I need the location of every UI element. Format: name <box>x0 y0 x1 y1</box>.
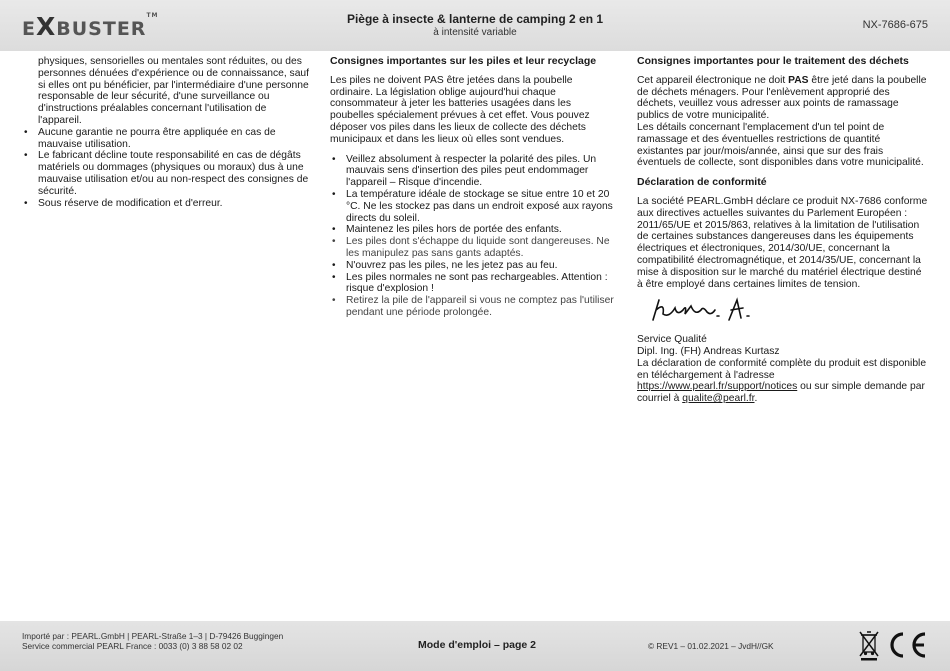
sales-service-phone: Service commercial PEARL France : 0033 (0) 3 88 58 02 02 <box>22 641 243 651</box>
brand-logo: EXBUSTER™ <box>22 12 159 41</box>
list-item: • Les piles normales ne sont pas rechargeables. Attention : risque d'explosion ! <box>330 272 615 296</box>
download-info: La déclaration de conformité complète du produit est disponible en téléchargement à l'adresse https://www.pearl.fr/support/notices ou sur simple demande par courriel à qualite@pearl.fr. <box>637 357 927 405</box>
list-item: • Les piles dont s'échappe du liquide sont dangereuses. Ne les manipulez pas sans gants adaptés. <box>330 236 615 260</box>
list-item: • Aucune garantie ne pourra être appliquée en cas de mauvaise utilisation. <box>22 127 310 151</box>
page-header <box>0 0 950 51</box>
revision-info: © REV1 – 01.02.2021 – JvdH//GK <box>648 641 774 651</box>
document-title: Piège à insecte & lanterne de camping 2 en 1 <box>346 12 604 26</box>
column-waste-conformity <box>637 56 928 405</box>
waste-paragraph: Cet appareil électronique ne doit PAS être jeté dans la poubelle de déchets ménagers. Pour l'enlèvement approprié des déchets, veuillez vous adresser aux points de ramassage publics de votre municipalité. <box>637 74 927 122</box>
list-item: • Sous réserve de modification et d'erreur. <box>22 198 310 210</box>
conformity-heading: Déclaration de conformité <box>637 176 767 189</box>
product-reference: NX-7686-675 <box>862 19 928 31</box>
list-item: • La température idéale de stockage se situe entre 10 et 20 °C. Ne les stockez pas dans un endroit exposé aux rayons directs du soleil. <box>330 189 615 224</box>
quality-email-link[interactable]: qualite@pearl.fr <box>682 393 755 405</box>
safety-continuation: physiques, sensorielles ou mentales sont réduites, ou des personnes dénuées d'expérience ou de connaissance, sauf si elles ont pu bénéficier, par l'intermédiaire d'une personne responsable de leur sécurité, d'une surveillance ou d'instructions préalables concernant l'utilisation de l'appareil. <box>38 56 310 126</box>
waste-details: Les détails concernant l'emplacement d'un tel point de ramassage et des éventuelles restrictions de quantité existantes par jour/mois/année, ainsi que sur des frais éventuels de collecte, sont disponibles dans votre municipalité. <box>637 121 924 169</box>
document-title-block <box>300 12 650 38</box>
conformity-declaration: La société PEARL.GmbH déclare ce produit NX-7686 conforme aux directives actuelles suivantes du Parlement Européen : 2011/65/UE et 2015/863, relatives à la limitation de l'utilisation de certaines substances dangereuses dans les équipements électriques et électroniques, 2014/30/UE, concernant la compatibilité électromagnétique, et 2014/35/UE, concernant la mise à disposition sur le marché du matériel électrique destiné à être employé dans certaines limites de tension. <box>637 195 928 290</box>
handwritten-signature <box>647 296 757 324</box>
page-footer <box>0 621 950 671</box>
batteries-bullet-list <box>330 154 615 319</box>
weee-bin-icon <box>858 629 880 661</box>
support-url-link[interactable]: https://www.pearl.fr/support/notices <box>637 381 798 393</box>
column-safety-continued <box>22 56 310 209</box>
document-subtitle: à intensité variable <box>433 27 517 38</box>
waste-heading: Consignes importantes pour le traitement des déchets <box>637 55 909 67</box>
service-label: Service Qualité <box>637 334 707 346</box>
list-item: • Maintenez les piles hors de portée des enfants. <box>330 224 615 236</box>
batteries-heading: Consignes importantes sur les piles et leur recyclage <box>330 55 597 67</box>
column-batteries <box>330 56 615 319</box>
list-item: • Le fabricant décline toute responsabilité en cas de dégâts matériels ou dommages (physiques ou moraux) dus à une mauvaise utilisation et/ou au non-respect des consignes de sécurité. <box>22 150 310 197</box>
safety-bullet-list <box>22 127 310 210</box>
batteries-intro: Les piles ne doivent PAS être jetées dans la poubelle ordinaire. La législation oblige aujourd'hui chaque consommateur à jeter les batteries usagées dans les poubelles spécialement prévues à cet effet. Vous pouvez déposer vos piles dans les lieux de collecte des déchets municipaux et dans les lieux où elles sont vendues. <box>330 74 590 145</box>
importer-info <box>22 631 283 651</box>
page-number: Mode d'emploi – page 2 <box>418 639 537 651</box>
signatory-name: Dipl. Ing. (FH) Andreas Kurtasz <box>637 345 780 357</box>
ce-mark-icon <box>884 630 928 660</box>
list-item: • N'ouvrez pas les piles, ne les jetez pas au feu. <box>330 260 615 272</box>
list-item: • Veillez absolument à respecter la polarité des piles. Un mauvais sens d'insertion des piles peut endommager l'appareil – Risque d'incendie. <box>330 154 615 189</box>
list-item: • Retirez la pile de l'appareil si vous ne comptez pas l'utiliser pendant une période prolongée. <box>330 295 615 319</box>
importer-address: Importé par : PEARL.GmbH | PEARL-Straße 1–3 | D-79426 Buggingen <box>22 631 284 641</box>
